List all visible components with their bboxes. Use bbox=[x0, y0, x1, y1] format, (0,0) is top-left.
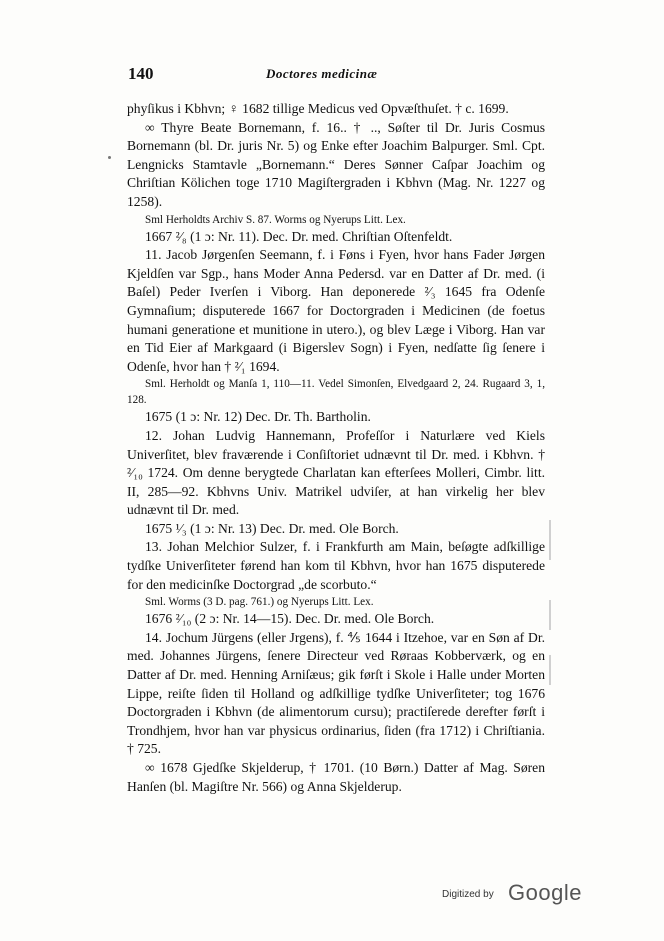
page-body bbox=[127, 100, 545, 796]
source-note: Sml. Worms (3 D. pag. 761.) og Nyerups Litt. Lex. bbox=[145, 596, 374, 609]
running-title: Doctores medicinæ bbox=[266, 66, 378, 81]
entry-paragraph: 14. Jochum Jürgens (eller Jrgens), f. ⅘ 1644 i Itzehoe, var en Søn af Dr. med. Johannes Jürgens, ſenere Directeur ved Røraas Kobberværk, og en Datter af Dr. med. Henning Arniſæus; gik førſt i Skole i Halle under Morten Lippe, reiſte ſiden til Holland og adſkillige tydſke Univerſiteter; tog 1676 Doctorgraden i Kbhvn (de alimentorum cursu); practiſerede derefter førſt i Trondhjem, hvor han var physicus ordinarius, ſiden (fra 1712) i Chriſtiania. † 725. bbox=[127, 629, 545, 757]
page-header bbox=[128, 64, 548, 86]
marriage-paragraph: ∞ Thyre Beate Bornemann, f. 16.. † .., Søſter til Dr. Juris Cosmus Bornemann (bl. Dr. juris Nr. 5) og Enke efter Joachim Balpurger. Sml. Cpt. Lengnicks Stamtavle „Bornemann.“ Deres Sønner Caſpar Joachim og Chriſtian Kölichen toge 1710 Magiſtergraden i Kbhvn (Mag. Nr. 1227 og 1258). bbox=[127, 119, 545, 209]
promotion-line: 1676 ²⁄₁₀ (2 ɔ: Nr. 14—15). Dec. Dr. med. Ole Borch. bbox=[145, 611, 435, 627]
promotion-line: 1667 ²⁄₈ (1 ɔ: Nr. 11). Dec. Dr. med. Chriſtian Oſtenfeldt. bbox=[145, 228, 453, 244]
source-note: Sml Herholdts Archiv S. 87. Worms og Nyerups Litt. Lex. bbox=[145, 213, 406, 226]
margin-rule bbox=[549, 520, 551, 560]
promotion-line: 1675 (1 ɔ: Nr. 12) Dec. Dr. Th. Bartholin. bbox=[145, 409, 371, 425]
page-number: 140 bbox=[128, 64, 154, 83]
entry-paragraph: 11. Jacob Jørgenſen Seemann, f. i Føns i Fyen, hvor hans Fader Jørgen Kjeldſen var Sgp., hans Moder Anna Pedersd. var en Datter af Dr. med. (i Baſel) Peder Iverſen i Viborg. Han deponerede ²⁄₃ 1645 fra Odenſe Gymnaſium; disputerede 1667 for Doctorgraden i Medicinen (de foetus humani generatione et munitione in utero.), og blev Læge i Viborg. Han var en Tid Eier af Markgaard (i Bigerslev Sogn) i Fyen, nedſatte ſig ſenere i Odenſe, hvor han † ²⁄₁ 1694. bbox=[127, 247, 545, 374]
margin-rule bbox=[549, 600, 551, 630]
digitized-by-google-watermark bbox=[442, 880, 582, 904]
text-line: phyſikus i Kbhvn; ♀ 1682 tillige Medicus ved Opvæſthuſet. † c. 1699. bbox=[127, 101, 509, 116]
entry-paragraph: 13. Johan Melchior Sulzer, f. i Frankfurth am Main, beſøgte adſkillige tydſke Univerſiteter førend han kom til Kbhvn, hvor han 1675 disputerede for den medicinſke Doctorgrad „de scorbuto.“ bbox=[127, 539, 545, 592]
marriage-paragraph: ∞ 1678 Gjedſke Skjelderup, † 1701. (10 Børn.) Datter af Mag. Søren Hanſen (bl. Magiſtre Nr. 566) og Anna Skjelderup. bbox=[127, 760, 545, 794]
margin-dot bbox=[108, 156, 111, 159]
promotion-line: 1675 ¹⁄₃ (1 ɔ: Nr. 13) Dec. Dr. med. Ole Borch. bbox=[145, 520, 399, 536]
entry-paragraph: 12. Johan Ludvig Hannemann, Profeſſor i Naturlære ved Kiels Univerſitet, blev fraværende i Conſiſtoriet udnævnt til Dr. med. i Kbhvn. † ²⁄₁₀ 1724. Om denne berygtede Charlatan kan efterſees Molleri, Cimbr. litt. II, 285—92. Kbhvns Univ. Matrikel udviſer, at han virkelig her blev udnævnt til Dr. med. bbox=[127, 427, 545, 518]
digitized-by-label: Digitized by bbox=[442, 889, 494, 900]
source-note: Sml. Herholdt og Manſa 1, 110—11. Vedel Simonſen, Elvedgaard 2, 24. Rugaard 3, 1, 128. bbox=[127, 378, 545, 407]
google-logo: Google bbox=[508, 880, 582, 905]
margin-rule bbox=[549, 655, 551, 685]
